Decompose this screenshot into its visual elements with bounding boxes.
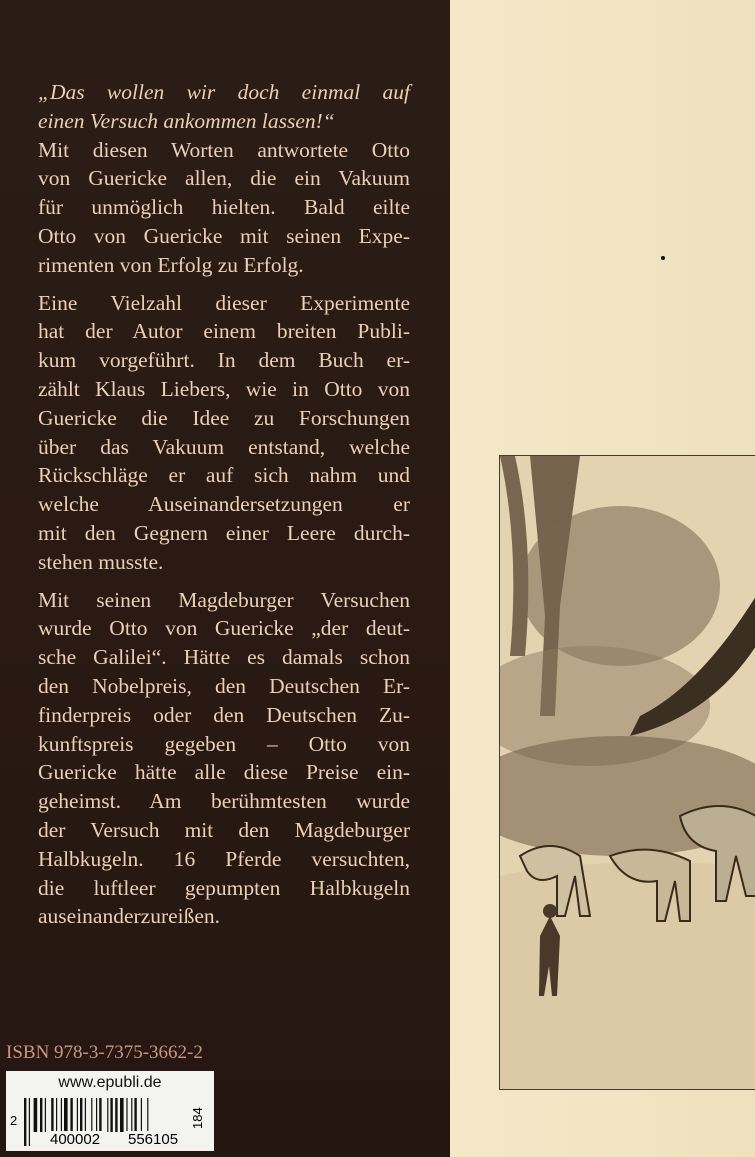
text-line: geheimst. Am berühmtesten wurde bbox=[38, 789, 410, 814]
barcode-group-1: 400002 bbox=[50, 1131, 101, 1148]
text-line: finderpreis oder den Deutschen Zu- bbox=[38, 702, 410, 727]
barcode-bar bbox=[107, 1098, 108, 1132]
text-line: sche Galilei“. Hätte es damals schon bbox=[38, 645, 410, 670]
quote-line: „Das wollen wir doch einmal auf bbox=[38, 80, 410, 104]
engraving-magdeburg-hemispheres bbox=[499, 455, 755, 1090]
barcode-bar bbox=[40, 1098, 42, 1132]
text-line: Mit seinen Magdeburger Versuchen bbox=[38, 587, 410, 612]
publisher-url: www.epubli.de bbox=[58, 1074, 162, 1091]
barcode-bar bbox=[24, 1098, 26, 1146]
barcode-bar bbox=[80, 1098, 82, 1132]
text-line: stehen musste. bbox=[38, 549, 164, 574]
text-line: Rückschläge er auf sich nahm und bbox=[38, 463, 410, 488]
barcode-bar bbox=[56, 1098, 57, 1132]
barcode-bar bbox=[96, 1098, 97, 1132]
barcode-bar bbox=[29, 1098, 30, 1146]
text-line: die luftleer gepumpten Halbkugeln bbox=[38, 875, 410, 900]
barcode-bar bbox=[115, 1098, 117, 1132]
barcode-bar bbox=[51, 1098, 53, 1132]
speck bbox=[661, 256, 665, 260]
text-line: rimenten von Erfolg zu Erfolg. bbox=[38, 252, 304, 277]
barcode-bar bbox=[131, 1098, 132, 1132]
text-line: den Nobelpreis, den Deutschen Er- bbox=[38, 673, 410, 698]
text-line: welche Auseinandersetzungen er bbox=[38, 492, 410, 517]
barcode-bar bbox=[110, 1098, 112, 1132]
barcode-bar bbox=[120, 1098, 124, 1132]
barcode-lead-digit: 2 bbox=[10, 1113, 18, 1128]
text-line: Guericke hätte alle diese Preise ein- bbox=[38, 760, 410, 785]
barcode-bar bbox=[70, 1098, 72, 1132]
barcode-bar bbox=[77, 1098, 78, 1132]
barcode-bar bbox=[45, 1098, 46, 1132]
isbn: ISBN 978-3-7375-3662-2 bbox=[6, 1042, 203, 1063]
blurb bbox=[38, 78, 410, 940]
barcode-bar bbox=[134, 1098, 136, 1132]
text-line: hat der Autor einem breiten Publi- bbox=[38, 319, 410, 344]
barcode-group-2: 556105 bbox=[128, 1131, 179, 1148]
text-line: kunftspreis gegeben – Otto von bbox=[38, 731, 410, 756]
barcode-bar bbox=[126, 1098, 127, 1132]
barcode-bar bbox=[99, 1098, 101, 1132]
quote-line: einen Versuch ankommen lassen!“ bbox=[38, 108, 335, 133]
text-line: von Guericke allen, die ein Vakuum bbox=[38, 166, 410, 191]
text-line: wurde Otto von Guericke „der deut- bbox=[38, 616, 410, 641]
text-line: Eine Vielzahl dieser Experimente bbox=[38, 290, 410, 315]
barcode-addon: 184 bbox=[190, 1107, 205, 1129]
text-line: der Versuch mit den Magdeburger bbox=[38, 817, 410, 842]
barcode-bar bbox=[61, 1098, 62, 1132]
text-line: kum vorgeführt. In dem Buch er- bbox=[38, 348, 410, 373]
text-line: Guericke die Idee zu Forschungen bbox=[38, 405, 410, 430]
text-line: Mit diesen Worten antwortete Otto bbox=[38, 137, 410, 162]
text-line: über das Vakuum entstand, welche bbox=[38, 434, 410, 459]
barcode-bar bbox=[64, 1098, 68, 1132]
text-line: Halbkugeln. 16 Pferde versuchten, bbox=[38, 846, 410, 871]
text-line: mit den Gegnern einer Leere durch- bbox=[38, 520, 410, 545]
barcode-label bbox=[6, 1071, 214, 1151]
barcode-bar bbox=[141, 1098, 142, 1132]
text-line: Otto von Guericke mit seinen Expe- bbox=[38, 223, 410, 248]
text-line: zählt Klaus Liebers, wie in Otto von bbox=[38, 376, 410, 401]
barcode-bar bbox=[34, 1098, 38, 1132]
text-line: auseinanderzureißen. bbox=[38, 904, 221, 929]
text-line: für unmöglich hielten. Bald eilte bbox=[38, 195, 410, 220]
